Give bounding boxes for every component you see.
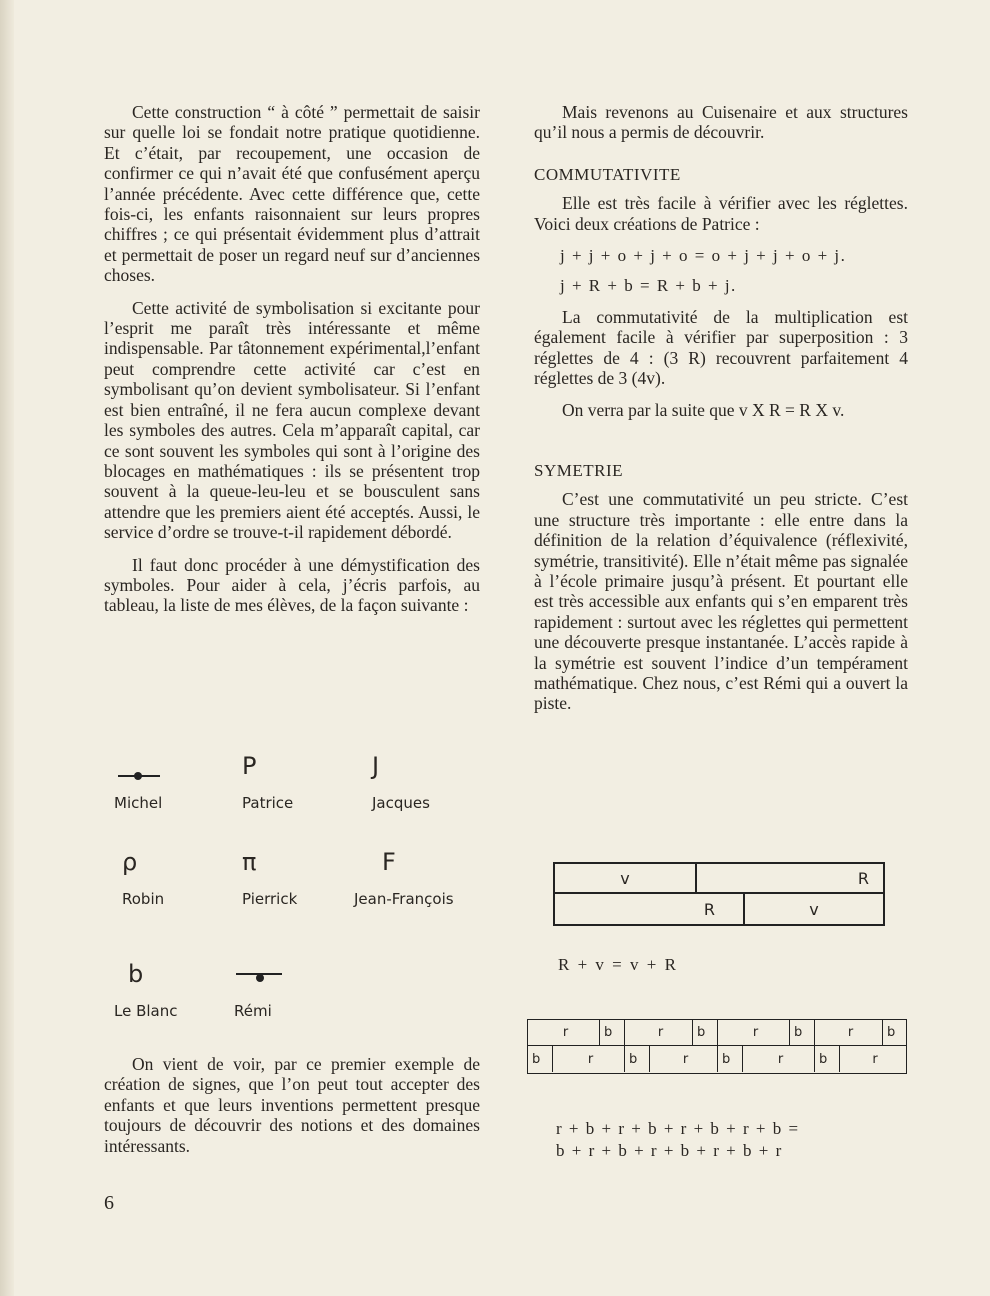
page-number: 6 xyxy=(104,1192,114,1214)
symbol-glyph: b xyxy=(128,960,144,988)
equation-r-b xyxy=(556,1118,800,1162)
symbol-name: Rémi xyxy=(234,1002,272,1020)
rod-cell: r xyxy=(528,1020,600,1045)
symbol-glyph: F xyxy=(382,848,396,876)
rod-cell: b xyxy=(693,1020,718,1045)
symbol-michel xyxy=(114,752,164,812)
equation-line-2: b + r + b + r + b + r + b + r xyxy=(556,1141,783,1160)
equation-line-1: r + b + r + b + r + b + r + b = xyxy=(556,1119,800,1138)
rod-cell: b xyxy=(790,1020,815,1045)
rods-diagram-r-b xyxy=(527,1019,907,1074)
paragraph-commutativite-3: On verra par la suite que v X R = R X v. xyxy=(562,400,845,421)
heading-commutativite: COMMUTATIVITE xyxy=(534,164,681,184)
symbol-name: Michel xyxy=(114,794,163,812)
rod-cell: r xyxy=(650,1046,718,1072)
rod-cell: r xyxy=(872,1051,878,1067)
symbol-glyph: P xyxy=(242,752,257,780)
rod-cell: r xyxy=(815,1020,883,1045)
symbol-name: Jacques xyxy=(372,794,430,812)
right-column xyxy=(534,102,908,726)
rods-row-bottom xyxy=(528,1046,906,1072)
symbol-name: Robin xyxy=(122,890,165,908)
michel-symbol-icon xyxy=(114,752,164,784)
rod-cell: b xyxy=(718,1046,743,1072)
symbol-robin xyxy=(122,848,164,908)
rods-row-top xyxy=(555,864,883,894)
rod-cell: v xyxy=(809,899,819,919)
paragraph-commutativite-2: La commutativité de la multiplication est également facile à vérifier par superposition : 3 réglettes de 4 : (3 R) recouvrent parfaitement 4 réglettes de 3 (4v). xyxy=(534,306,908,389)
rod-cell: b xyxy=(528,1046,553,1072)
symbol-pierrick xyxy=(242,848,297,908)
symbol-name: Jean-François xyxy=(354,890,454,908)
student-symbols xyxy=(104,752,484,1032)
rod-cell: R xyxy=(555,894,745,924)
rod-cell: b xyxy=(625,1046,650,1072)
symbol-glyph: ρ xyxy=(122,848,138,876)
heading-symetrie: SYMETRIE xyxy=(534,460,623,480)
rod-cell: r xyxy=(743,1046,815,1072)
rod-cell: v xyxy=(555,864,697,892)
symbol-glyph: J xyxy=(372,752,380,780)
left-column xyxy=(104,102,480,628)
rod-cell: r xyxy=(553,1046,625,1072)
rod-cell: r xyxy=(625,1020,693,1045)
paragraph-symbolisation: Cette activité de symbolisation si excitante pour l’esprit me paraît très intéressante et même indispensable. Par tâtonnement expérimental,l’enfant peut comprendre cette activité car c’est en symbolisant qu’on devient symbolisateur. Si l’enfant est bien entraîné, il ne fera aucun complexe devant les symboles des autres. Cela m’apparaît capital, car ce sont souvent les symboles qui sont à l’origine des blocages en mathématiques : ils se présentent trop souvent à la queue-leu-leu et se bousculent sans attendre que les premiers aient été acceptés. Aussi, le service d’ordre se trouve-t-il rapidement débordé. xyxy=(104,297,480,543)
page-binding-edge xyxy=(0,0,14,1296)
paragraph-construction: Cette construction “ à côté ” permettait de saisir sur quelle loi se fondait notre pratique quotidienne. Et c’était, par recoupement, une occasion de confirmer ce qui n’avait été que confusément aperçu l’année précédente. Avec cette différence que, cette fois-ci, les enfants raisonnaient sur leurs propres chiffres ; ce qui présentait évidemment plus d’attrait et permettait de poser un regard neuf sur d’anciennes choses. xyxy=(104,102,480,286)
formula-2: j + R + b = R + b + j. xyxy=(560,276,737,296)
symbol-name: Pierrick xyxy=(242,890,298,908)
rod-cell: b xyxy=(887,1025,896,1040)
paragraph-intro: Mais revenons au Cuisenaire et aux structures qu’il nous a permis de découvrir. xyxy=(534,102,908,143)
symbol-remi xyxy=(234,960,284,1020)
symbol-jean-francois xyxy=(354,848,454,908)
closing-text xyxy=(104,1054,480,1156)
formula-1: j + j + o + j + o = o + j + j + o + j. xyxy=(560,246,847,266)
paragraph-closing: On vient de voir, par ce premier exemple de création de signes, que l’on peut tout accepter des enfants et que leurs inventions permettent presque toujours de découvrir des notions et des domaines intéressants. xyxy=(104,1054,480,1156)
equation-r-plus-v: R + v = v + R xyxy=(558,955,678,974)
rods-diagram-v-r xyxy=(553,862,885,926)
symbol-le-blanc xyxy=(114,960,178,1020)
rod-cell: b xyxy=(600,1020,625,1045)
rods-row-top xyxy=(528,1020,906,1046)
symbol-glyph: π xyxy=(242,848,257,876)
rod-cell: r xyxy=(718,1020,790,1045)
symbol-name: Patrice xyxy=(242,794,294,812)
symbol-name: Le Blanc xyxy=(114,1002,178,1020)
rod-cell: R xyxy=(857,868,869,888)
paragraph-demystification: Il faut donc procéder à une démystification des symboles. Pour aider à cela, j’écris parfois, au tableau, la liste de mes élèves, de la façon suivante : xyxy=(104,554,480,616)
paragraph-commutativite-1: Elle est très facile à vérifier avec les réglettes. Voici deux créations de Patrice : xyxy=(534,193,908,234)
symbol-patrice xyxy=(242,752,293,812)
paragraph-symetrie: C’est une commutativité un peu stricte. C’est une structure très importante : elle entre dans la définition de la relation d’équivalence (réflexivité, symétrie, transitivité). Elle n’était même pas signalée à l’école primaire jusqu’à présent. Et pourtant elle est très accessible aux enfants qui s’en emparent très rapidement : surtout avec les réglettes qui permettent une découverte presque instantanée. L’accès rapide à la symétrie est souvent l’indice d’un tempérament mathématique. Chez nous, c’est Rémi qui a ouvert la piste. xyxy=(534,489,908,714)
symbol-jacques xyxy=(372,752,430,812)
remi-symbol-icon xyxy=(234,960,284,992)
rods-row-bottom xyxy=(555,894,883,924)
rod-cell: b xyxy=(815,1046,840,1072)
